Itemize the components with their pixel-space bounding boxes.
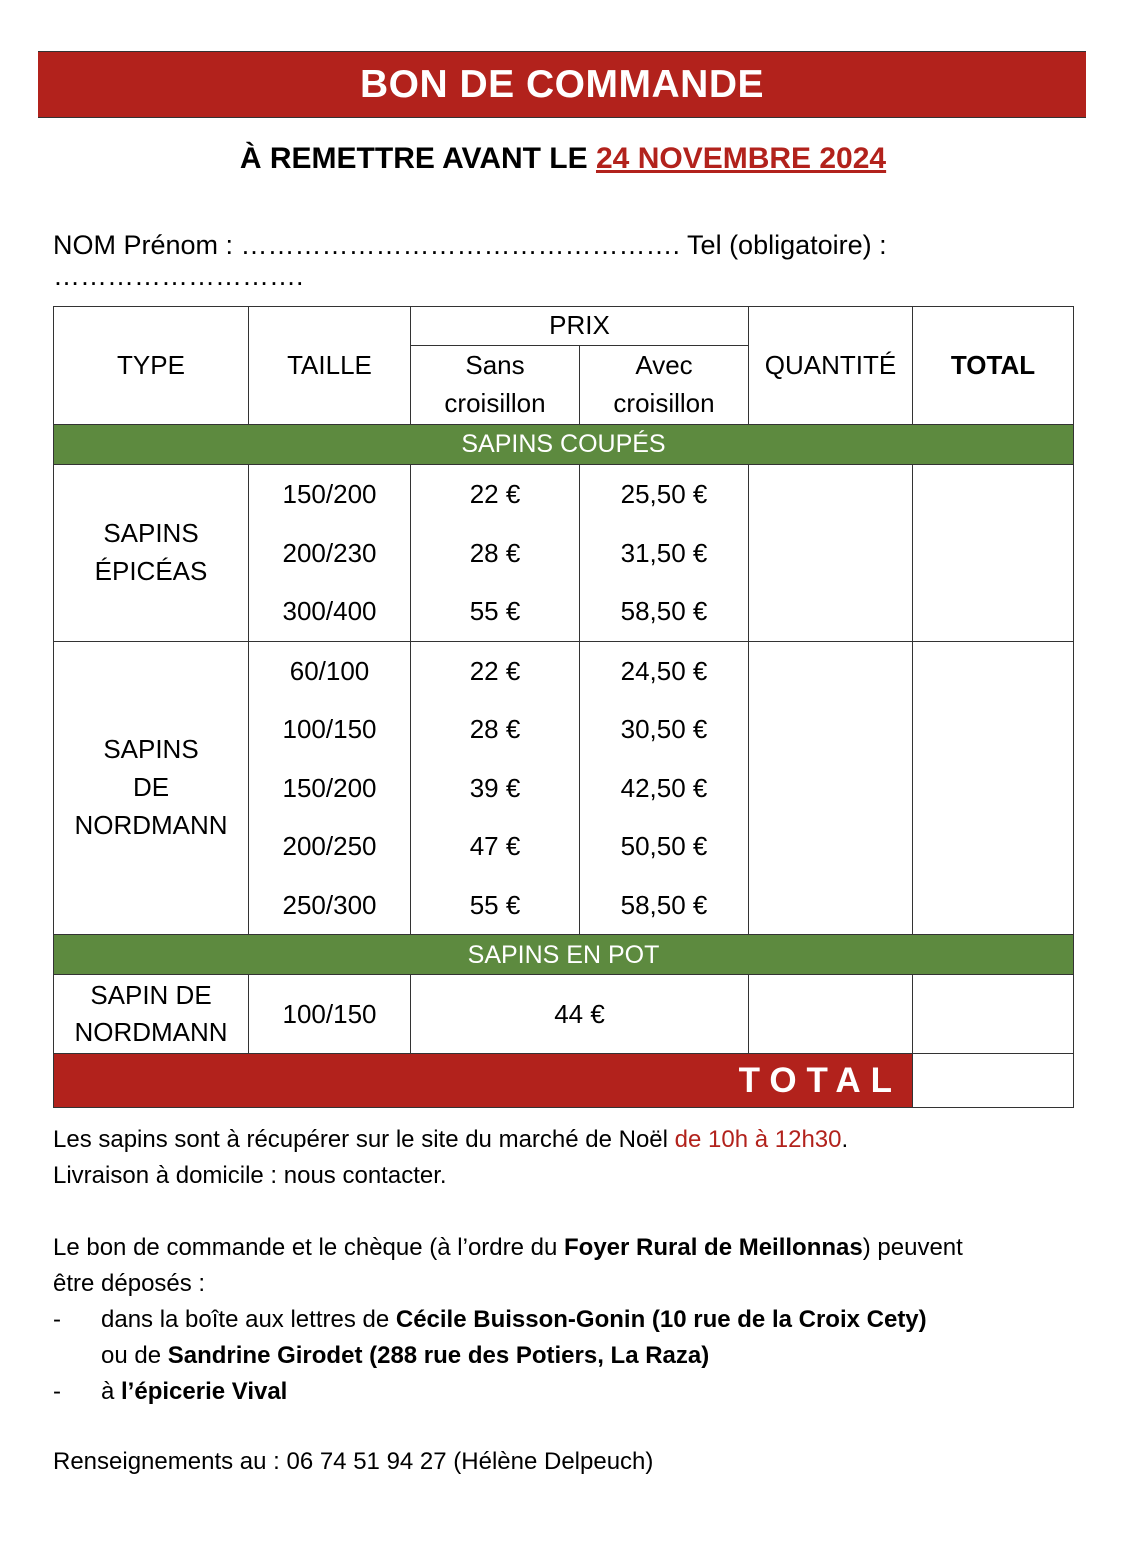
pickup-info bbox=[53, 1122, 848, 1194]
taille-value: 60/100 bbox=[289, 655, 370, 686]
taille-value: 150/200 bbox=[282, 772, 377, 803]
deposit-line-2: être déposés : bbox=[53, 1270, 206, 1297]
taille-value: 150/200 bbox=[282, 479, 377, 509]
price-value: 25,50 € bbox=[620, 479, 708, 509]
prix-sans-cell bbox=[411, 641, 580, 935]
taille-value: 100/150 bbox=[282, 714, 377, 745]
taille-value: 300/400 bbox=[282, 596, 377, 626]
price-value: 42,50 € bbox=[620, 772, 708, 803]
delivery-line: Livraison à domicile : nous contacter. bbox=[53, 1162, 447, 1189]
taille-value: 100/150 bbox=[249, 975, 411, 1054]
table-row-pot bbox=[54, 975, 1074, 1054]
price-value: 50,50 € bbox=[620, 831, 708, 862]
bullet-name: Sandrine Girodet (288 rue des Potiers, La Raza) bbox=[167, 1342, 710, 1369]
header-prix: PRIX bbox=[411, 307, 749, 346]
deadline-date: 24 NOVEMBRE 2024 bbox=[595, 142, 887, 175]
price-value: 44 € bbox=[411, 975, 749, 1054]
list-item bbox=[53, 1302, 963, 1338]
section-label: SAPINS EN POT bbox=[54, 935, 1074, 975]
bullet-text: ou de bbox=[101, 1342, 168, 1369]
quantite-field[interactable] bbox=[749, 975, 913, 1054]
list-item bbox=[53, 1374, 963, 1410]
price-value: 58,50 € bbox=[620, 596, 708, 626]
type-line: ÉPICÉAS bbox=[94, 555, 208, 586]
type-line: NORDMANN bbox=[74, 1017, 228, 1048]
deposit-info bbox=[53, 1230, 963, 1410]
grand-total-row bbox=[54, 1054, 1074, 1108]
section-label: SAPINS COUPÉS bbox=[54, 425, 1074, 465]
type-nordmann bbox=[54, 641, 249, 935]
price-value: 55 € bbox=[469, 596, 521, 626]
price-value: 24,50 € bbox=[620, 655, 708, 686]
pickup-line bbox=[53, 1122, 848, 1158]
price-value: 22 € bbox=[469, 479, 521, 509]
deposit-line bbox=[53, 1230, 963, 1266]
price-value: 58,50 € bbox=[620, 889, 708, 920]
section-sapins-coupes bbox=[54, 425, 1074, 465]
type-pot bbox=[54, 975, 249, 1054]
section-sapins-en-pot bbox=[54, 935, 1074, 975]
header-total: TOTAL bbox=[913, 307, 1074, 425]
taille-value: 200/230 bbox=[282, 537, 377, 568]
taille-cell bbox=[249, 641, 411, 935]
prix-avec-cell bbox=[580, 465, 749, 642]
taille-value: 200/250 bbox=[282, 831, 377, 862]
taille-cell bbox=[249, 465, 411, 642]
price-value: 47 € bbox=[469, 831, 521, 862]
total-field[interactable] bbox=[913, 641, 1074, 935]
type-line: SAPINS bbox=[103, 518, 199, 549]
price-value: 30,50 € bbox=[620, 714, 708, 745]
bullet-name: Cécile Buisson-Gonin (10 rue de la Croix Cety) bbox=[395, 1306, 927, 1333]
type-line: SAPINS bbox=[103, 734, 199, 765]
price-value: 39 € bbox=[469, 772, 521, 803]
deposit-org: Foyer Rural de Meillonnas bbox=[564, 1234, 863, 1261]
type-epiceas bbox=[54, 465, 249, 642]
page-title: BON DE COMMANDE bbox=[38, 51, 1086, 118]
bullet-dash: - bbox=[53, 1378, 61, 1405]
quantite-field[interactable] bbox=[749, 641, 913, 935]
type-line: NORDMANN bbox=[74, 809, 228, 840]
total-field[interactable] bbox=[913, 465, 1074, 642]
header-type: TYPE bbox=[54, 307, 249, 425]
bullet-dash: - bbox=[53, 1306, 61, 1333]
order-table bbox=[53, 306, 1074, 1108]
pickup-suffix: . bbox=[841, 1126, 849, 1153]
list-item-continuation bbox=[53, 1338, 963, 1374]
price-value: 31,50 € bbox=[620, 537, 708, 568]
header-sans-croisillon: Sans croisillon bbox=[411, 346, 580, 425]
table-row-epiceas bbox=[54, 465, 1074, 642]
price-value: 55 € bbox=[469, 889, 521, 920]
type-line: SAPIN DE bbox=[90, 979, 212, 1010]
taille-value: 250/300 bbox=[282, 889, 377, 920]
name-phone-field: NOM Prénom : …………………………………………. Tel (obligatoire) : ………………………. bbox=[53, 230, 887, 291]
prix-avec-cell bbox=[580, 641, 749, 935]
header-taille: TAILLE bbox=[249, 307, 411, 425]
info-line: Renseignements au : 06 74 51 94 27 (Hélène Delpeuch) bbox=[53, 1448, 654, 1475]
quantite-field[interactable] bbox=[749, 465, 913, 642]
price-value: 28 € bbox=[469, 714, 521, 745]
bullet-name: l’épicerie Vival bbox=[121, 1378, 288, 1405]
table-row-nordmann bbox=[54, 641, 1074, 935]
deadline-prefix: À REMETTRE AVANT LE bbox=[239, 142, 596, 175]
table-header-row bbox=[54, 307, 1074, 346]
total-field[interactable] bbox=[913, 975, 1074, 1054]
pickup-time: de 10h à 12h30 bbox=[674, 1126, 842, 1153]
header-quantite: QUANTITÉ bbox=[749, 307, 913, 425]
header-avec-croisillon: Avec croisillon bbox=[580, 346, 749, 425]
type-line: DE bbox=[132, 772, 170, 803]
deposit-suffix: ) peuvent bbox=[862, 1234, 963, 1261]
pickup-text: Les sapins sont à récupérer sur le site du marché de Noël bbox=[53, 1126, 675, 1153]
deadline-line bbox=[0, 142, 1126, 176]
price-value: 28 € bbox=[469, 537, 521, 568]
grand-total-label: TOTAL bbox=[54, 1054, 913, 1108]
grand-total-field[interactable] bbox=[913, 1054, 1074, 1108]
bullet-text: dans la boîte aux lettres de bbox=[101, 1306, 396, 1333]
price-value: 22 € bbox=[469, 655, 521, 686]
prix-sans-cell bbox=[411, 465, 580, 642]
bullet-text: à bbox=[101, 1378, 122, 1405]
deposit-text: Le bon de commande et le chèque (à l’ordre du bbox=[53, 1234, 564, 1261]
